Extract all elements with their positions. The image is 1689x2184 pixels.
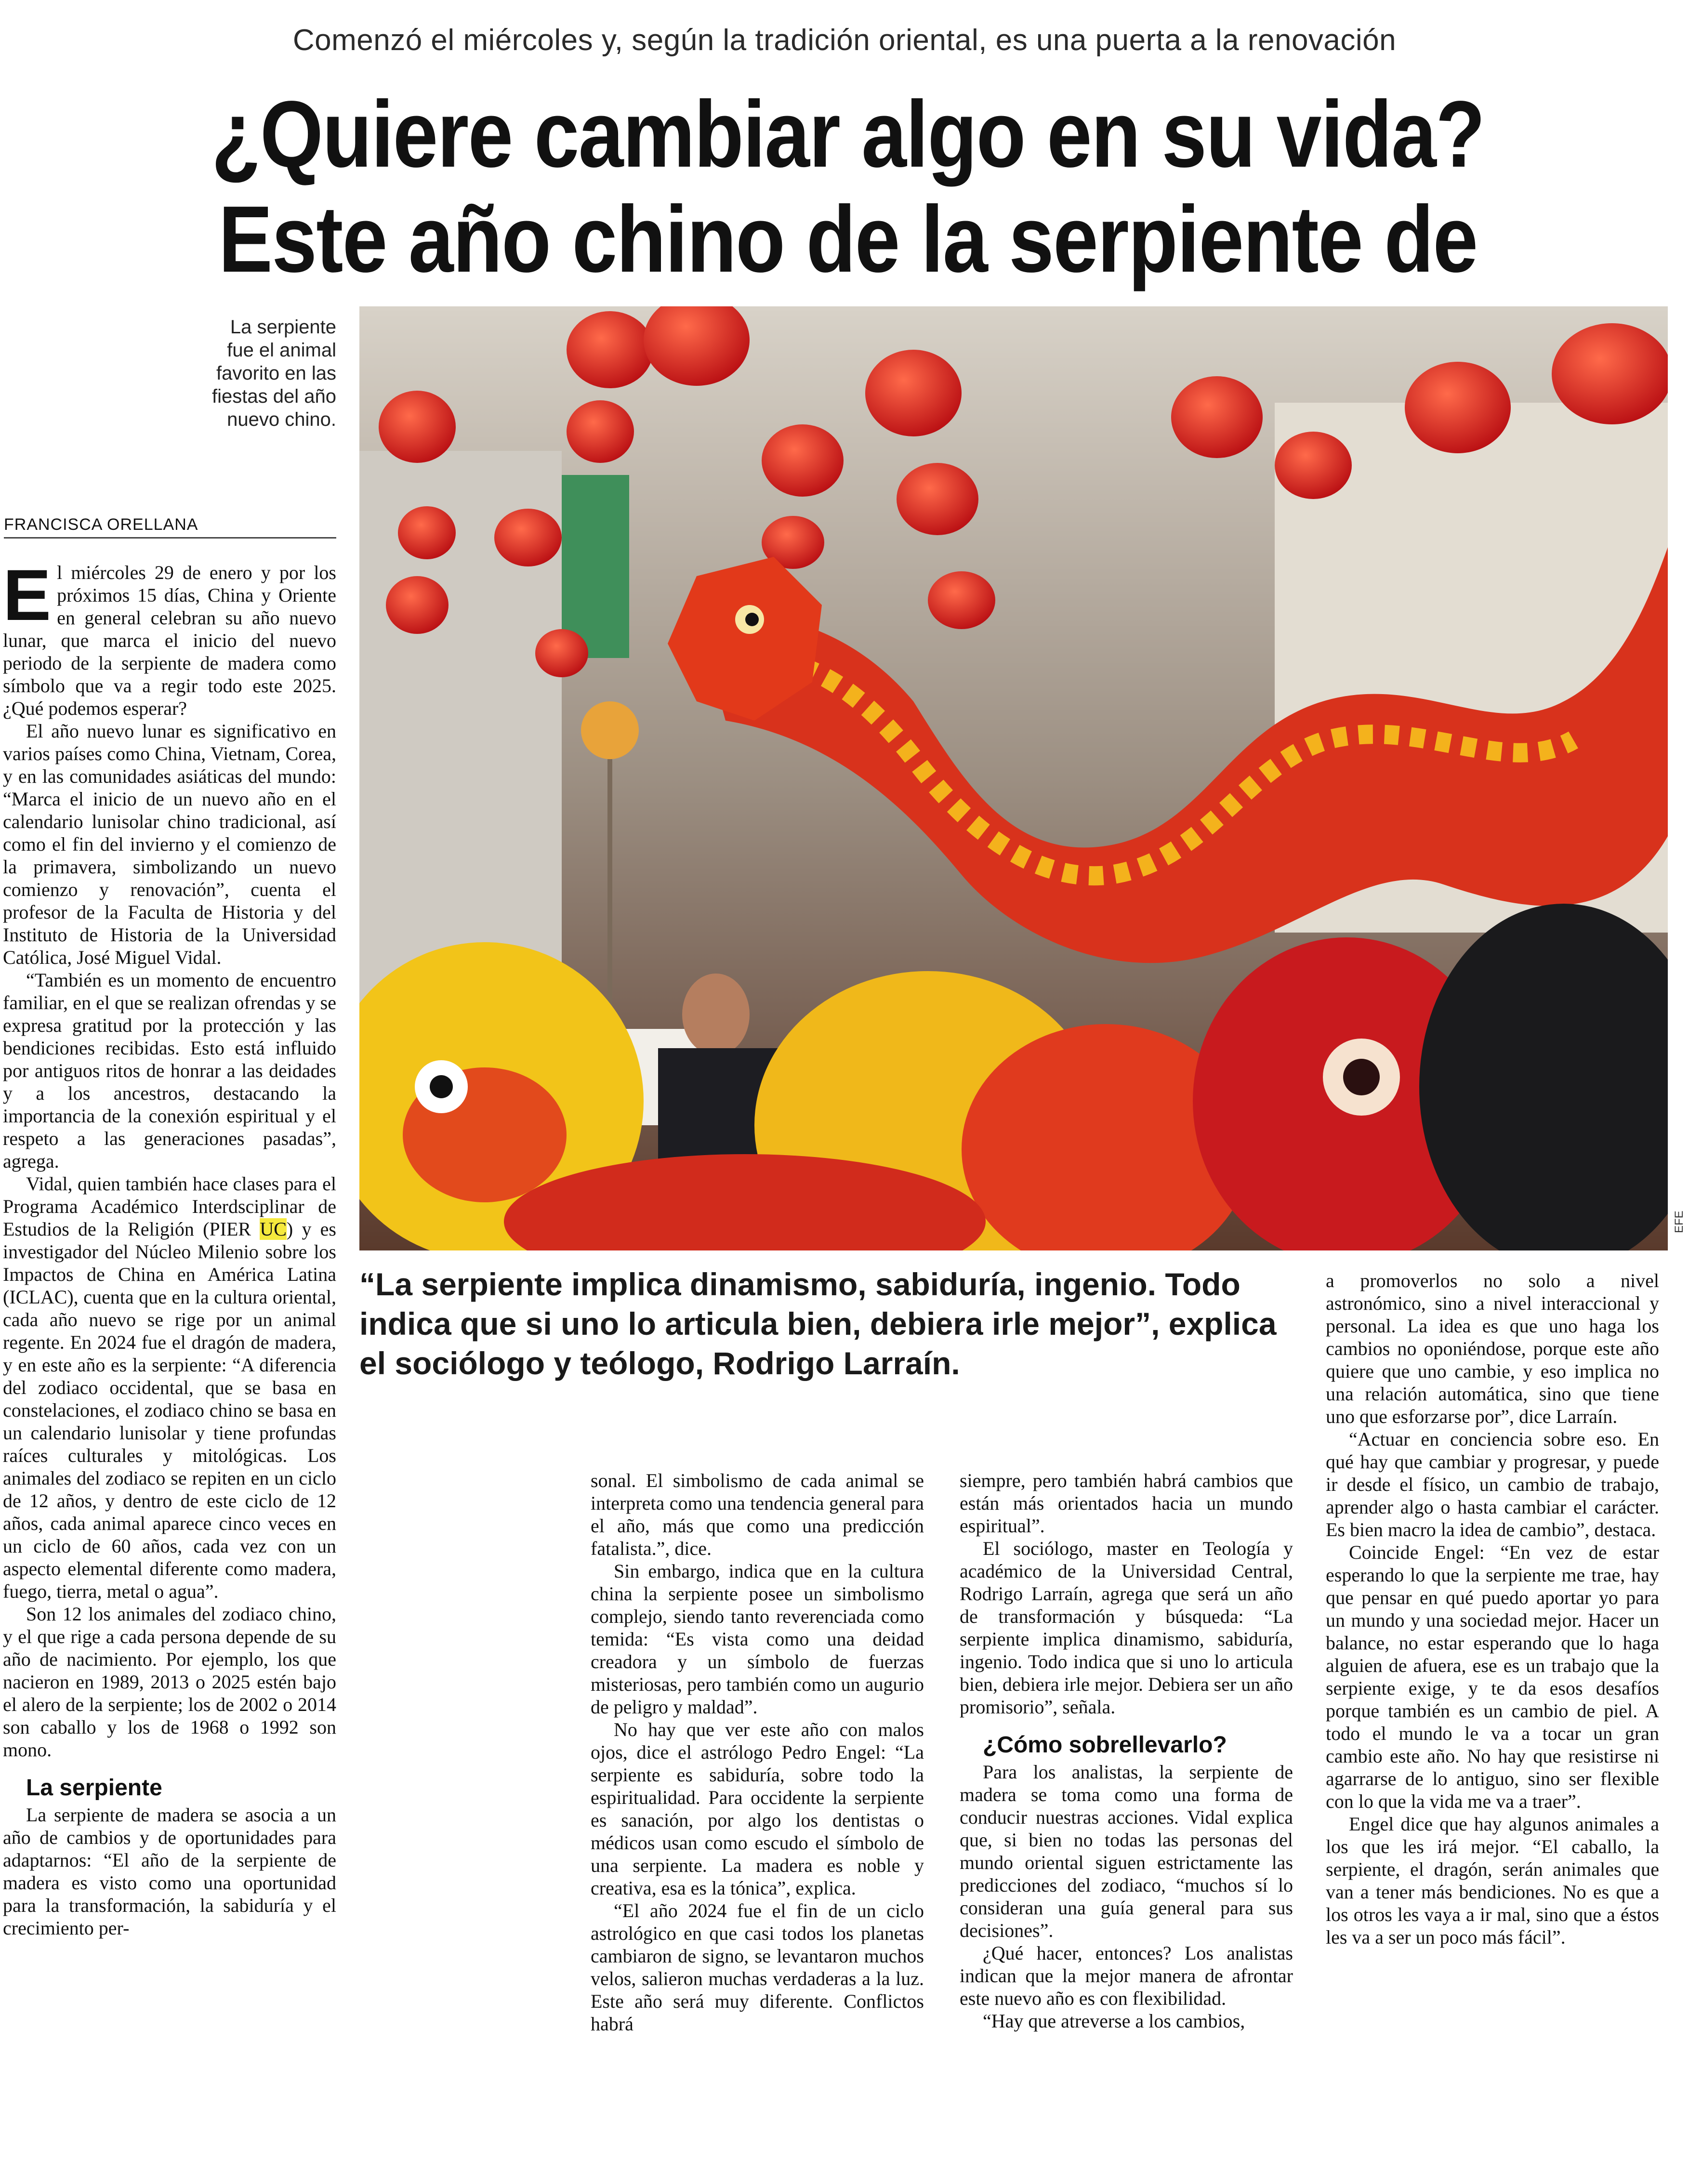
- article-column-1: [3, 554, 337, 1939]
- subhead: La serpiente: [26, 1775, 162, 1801]
- article-paragraph: Sin embargo, indica que en la cultura china la serpiente posee un simbolismo complejo, siendo tanto reverenciada como temida: “Es vista como una deidad creadora y un símbolo de fuerzas misteriosas, pero también como un augurio de peligro y maldad”.: [591, 1560, 924, 1718]
- article-column-2: [591, 1469, 924, 2035]
- photo-dragon-parade: [359, 306, 1668, 1250]
- article-paragraph: No hay que ver este año con malos ojos, dice el astrólogo Pedro Engel: “La serpiente es sabiduría, sobre todo la espiritualidad. Para occidente la serpiente es sanación, por algo los dentistas o médicos usan como escudo el símbolo de una serpiente. La madera es noble y creativa, esa es la tónica”, explica.: [591, 1719, 924, 1899]
- subhead: ¿Cómo sobrellevarlo?: [983, 1732, 1227, 1758]
- article-paragraph: Engel dice que hay algunos animales a los que les irá mejor. “El caballo, la serpiente, el dragón, serán animales que van a tener más bendiciones. No es que a los otros les vaya a ir mal, sino que a éstos les va a ser un poco más fácil”.: [1326, 1813, 1659, 1948]
- highlighted-text: UC: [260, 1218, 287, 1240]
- article-paragraph: El sociólogo, master en Teología y académico de la Universidad Central, Rodrigo Larraín, agrega que será un año de transformación y búsqueda: “La serpiente implica dinamismo, sabiduría, ingenio. Todo indica que si uno lo articula bien, debiera irle mejor. Debiera ser un año promisorio”, señala.: [960, 1538, 1293, 1718]
- article-paragraph: a promoverlos no solo a nivel astronómico, sino a nivel interaccional y personal. La idea es que uno haga los cambios no oponiéndose, porque este año quiere que uno cambie, y eso implica no una relación automática, sino que tiene uno que esforzarse por”, dice Larraín.: [1326, 1270, 1659, 1427]
- article-paragraph: “Hay que atreverse a los cambios,: [983, 2010, 1245, 2032]
- article-paragraph: El miércoles 29 de enero y por los próximos 15 días, China y Oriente en general celebran su año nuevo lunar, que marca el inicio del nuevo periodo de la serpiente de madera como símbolo que va a regir todo este 2025. ¿Qué podemos esperar?: [3, 554, 336, 719]
- article-paragraph: Para los analistas, la serpiente de madera se toma como una forma de conducir nuestras acciones. Vidal explica que, si bien no todas las personas del mundo oriental siguen estrictamente las predicciones del zodiaco, “muchos sí lo consideran una guía general para sus decisiones”.: [960, 1761, 1293, 1941]
- drop-cap: E: [3, 554, 52, 635]
- article-column-4: [1326, 1269, 1659, 1948]
- article-paragraph: “El año 2024 fue el fin de un ciclo astrológico en que casi todos los planetas cambiaron de signo, se levantaron muchos velos, salieron muchas verdaderas a la luz. Este año será muy diferente. Conflictos habrá: [591, 1900, 924, 2035]
- article-paragraph: ¿Qué hacer, entonces? Los analistas indican que la mejor manera de afrontar este nuevo año es con flexibilidad.: [960, 1942, 1293, 2009]
- article-paragraph: Son 12 los animales del zodiaco chino, y el que rige a cada persona depende de su año de nacimiento. Por ejemplo, los que nacieron en 1989, 2013 o 2025 estén bajo el alero de la serpiente; los de 2002 o 2014 son caballo y los de 1968 o 1992 son mono.: [3, 1603, 336, 1761]
- photo-caption: La serpiente fue el animal favorito en las fiestas del año nuevo chino.: [212, 316, 336, 430]
- article-paragraph: “También es un momento de encuentro familiar, en el que se realizan ofrendas y se expresa gratitud por la protección y las bendiciones recibidas. Esto está influido por antiguos ritos de honrar a las deidades y a los ancestros, destacando la importancia de la conexión espiritual y el respeto a las generaciones pasadas”, agrega.: [3, 969, 336, 1172]
- article-paragraph: sonal. El simbolismo de cada animal se interpreta como una tendencia general para el año, más que como una predicción fatalista.”, dice.: [591, 1470, 924, 1559]
- article-column-3: [960, 1469, 1293, 2032]
- article-paragraph: Vidal, quien también hace clases para el Programa Académico Interdsciplinar de Estudios de la Religión (PIER UC) y es investigador del Núcleo Milenio sobre los Impactos de China en América Latina (ICLAC), cuenta que en la cultura oriental, cada año nuevo se rige por un animal regente. En 2024 fue el dragón de madera, y en este año es la serpiente: “A diferencia del zodiaco occidental, que se basa en constelaciones, el zodiaco chino se basa en un calendario lunisolar y tiene profundas raíces culturales y mitológicas. Los animales del zodiaco se repiten en un ciclo de 12 años, y dentro de este ciclo de 12 años, cada animal aparece cinco veces en un ciclo de 60 años, cada vez con un aspecto elemental diferente como madera, fuego, tierra, metal o agua”.: [3, 1173, 337, 1602]
- byline: FRANCISCA ORELLANA: [4, 515, 336, 539]
- headline: ¿Quiere cambiar algo en su vida? Este año chino de la serpiente de: [211, 81, 1485, 292]
- article-paragraph: siempre, pero también habrá cambios que están más orientados hacia un mundo espiritual”.: [960, 1470, 1293, 1537]
- pull-quote: “La serpiente implica dinamismo, sabiduría, ingenio. Todo indica que si uno lo articula bien, debiera irle mejor”, explica el sociólogo y teólogo, Rodrigo Larraín.: [359, 1266, 1277, 1381]
- article-paragraph: La serpiente de madera se asocia a un año de cambios y de oportunidades para adaptarnos: “El año de la serpiente de madera es visto como una oportunidad para la transformación, la sabiduría y el crecimiento per-: [3, 1804, 336, 1939]
- photo-credit: EFE: [1673, 1210, 1686, 1233]
- article-paragraph: Coincide Engel: “En vez de estar esperando lo que la serpiente me trae, hay que pensar en qué puedo aportar yo para un mundo y una sociedad mejor. Hacer un balance, no estar esperando que lo haga alguien de afuera, ese es un trabajo que la serpiente exige, y te da esos desafíos porque también es un cambio de piel. A todo el mundo le va a tocar un gran cambio este año. No hay que resistirse ni agarrarse de lo antiguo, sino ser flexible con lo que la vida me va a traer”.: [1326, 1541, 1659, 1812]
- article-paragraph: “Actuar en conciencia sobre eso. En qué hay que cambiar y progresar, y puede ir desde el físico, un cambio de trabajo, aprender algo o hasta cambiar el carácter. Es bien macro la idea de cambio”, destaca.: [1326, 1428, 1659, 1540]
- article-paragraph: El año nuevo lunar es significativo en varios países como China, Vietnam, Corea, y en las comunidades asiáticas del mundo: “Marca el inicio de un nuevo año en el calendario lunisolar chino tradicional, así como el fin del invierno y el comienzo de la primavera, simbolizando un nuevo comienzo y renovación”, cuenta el profesor de la Faculta de Historia y del Instituto de Historia de la Universidad Católica, José Miguel Vidal.: [3, 720, 336, 968]
- kicker: Comenzó el miércoles y, según la tradición oriental, es una puerta a la renovación: [292, 24, 1397, 57]
